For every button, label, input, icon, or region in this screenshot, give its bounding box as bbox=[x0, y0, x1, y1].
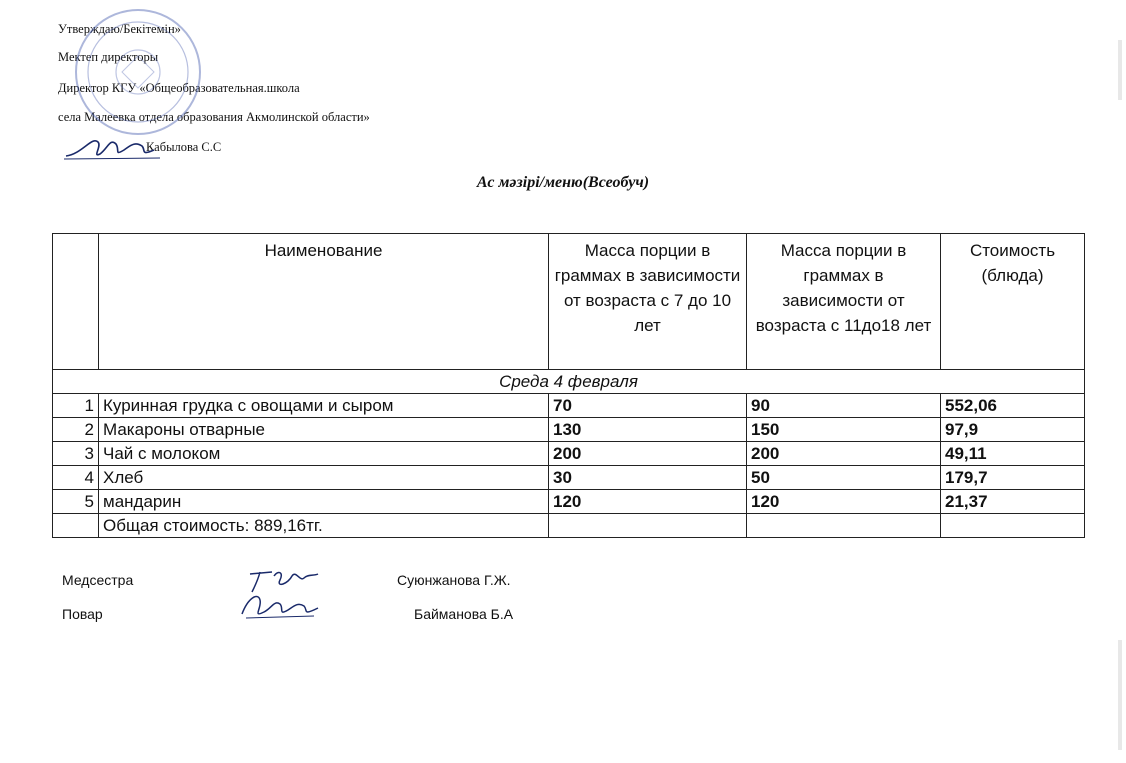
approval-line-1: Утверждаю/Бекітемін» bbox=[58, 22, 181, 36]
row-number: 2 bbox=[53, 418, 99, 442]
scan-edge-mark bbox=[1118, 40, 1122, 100]
row-number: 1 bbox=[53, 394, 99, 418]
table-row bbox=[53, 442, 1085, 466]
mass-old: 120 bbox=[747, 490, 941, 514]
approval-signer: Кабылова С.С bbox=[146, 140, 222, 154]
document-title: Ас мәзірі/меню(Всеобуч) bbox=[476, 174, 650, 191]
cook-name: Байманова Б.А bbox=[414, 606, 514, 622]
mass-young: 200 bbox=[549, 442, 747, 466]
mass-old: 200 bbox=[747, 442, 941, 466]
nurse-name: Суюнжанова Г.Ж. bbox=[397, 572, 511, 588]
nurse-label: Медсестра bbox=[62, 572, 134, 588]
header-number bbox=[53, 234, 99, 370]
row-number: 4 bbox=[53, 466, 99, 490]
approval-line-4: села Малеевка отдела образования Акмолинской области» bbox=[58, 110, 370, 124]
day-label: Среда 4 февраля bbox=[53, 370, 1085, 394]
mass-young: 30 bbox=[549, 466, 747, 490]
cook-signature bbox=[238, 588, 322, 622]
dish-name: Хлеб bbox=[99, 466, 549, 490]
table-row bbox=[53, 466, 1085, 490]
dish-cost: 179,7 bbox=[941, 466, 1085, 490]
table-header-row bbox=[53, 234, 1085, 370]
row-number: 5 bbox=[53, 490, 99, 514]
total-row bbox=[53, 514, 1085, 538]
dish-cost: 552,06 bbox=[941, 394, 1085, 418]
row-number: 3 bbox=[53, 442, 99, 466]
header-name: Наименование bbox=[99, 234, 549, 370]
day-row bbox=[53, 370, 1085, 394]
total-empty-cell bbox=[53, 514, 99, 538]
total-cost: Общая стоимость: 889,16тг. bbox=[99, 514, 549, 538]
dish-name: Макароны отварные bbox=[99, 418, 549, 442]
school-seal bbox=[72, 6, 204, 138]
total-empty-cell bbox=[747, 514, 941, 538]
mass-old: 50 bbox=[747, 466, 941, 490]
dish-cost: 21,37 bbox=[941, 490, 1085, 514]
total-empty-cell bbox=[549, 514, 747, 538]
header-cost: Стоимость (блюда) bbox=[941, 234, 1085, 370]
director-signature bbox=[62, 128, 162, 164]
table-row bbox=[53, 418, 1085, 442]
dish-cost: 97,9 bbox=[941, 418, 1085, 442]
mass-young: 130 bbox=[549, 418, 747, 442]
approval-line-3: Директор КГУ «Общеобразовательная.школа bbox=[58, 81, 300, 95]
dish-name: Чай с молоком bbox=[99, 442, 549, 466]
header-mass-young: Масса порции в граммах в зависимости от возраста с 7 до 10 лет bbox=[549, 234, 747, 370]
cook-label: Повар bbox=[62, 606, 103, 622]
dish-name: мандарин bbox=[99, 490, 549, 514]
dish-name: Куринная грудка с овощами и сыром bbox=[99, 394, 549, 418]
table-row bbox=[53, 490, 1085, 514]
mass-old: 150 bbox=[747, 418, 941, 442]
dish-cost: 49,11 bbox=[941, 442, 1085, 466]
mass-young: 120 bbox=[549, 490, 747, 514]
approval-line-2: Мектеп директоры bbox=[58, 50, 159, 64]
scan-edge-mark bbox=[1118, 640, 1122, 750]
total-empty-cell bbox=[941, 514, 1085, 538]
header-mass-old: Масса порции в граммах в зависимости от возраста с 11до18 лет bbox=[747, 234, 941, 370]
mass-young: 70 bbox=[549, 394, 747, 418]
table-row bbox=[53, 394, 1085, 418]
mass-old: 90 bbox=[747, 394, 941, 418]
menu-table bbox=[52, 233, 1085, 538]
